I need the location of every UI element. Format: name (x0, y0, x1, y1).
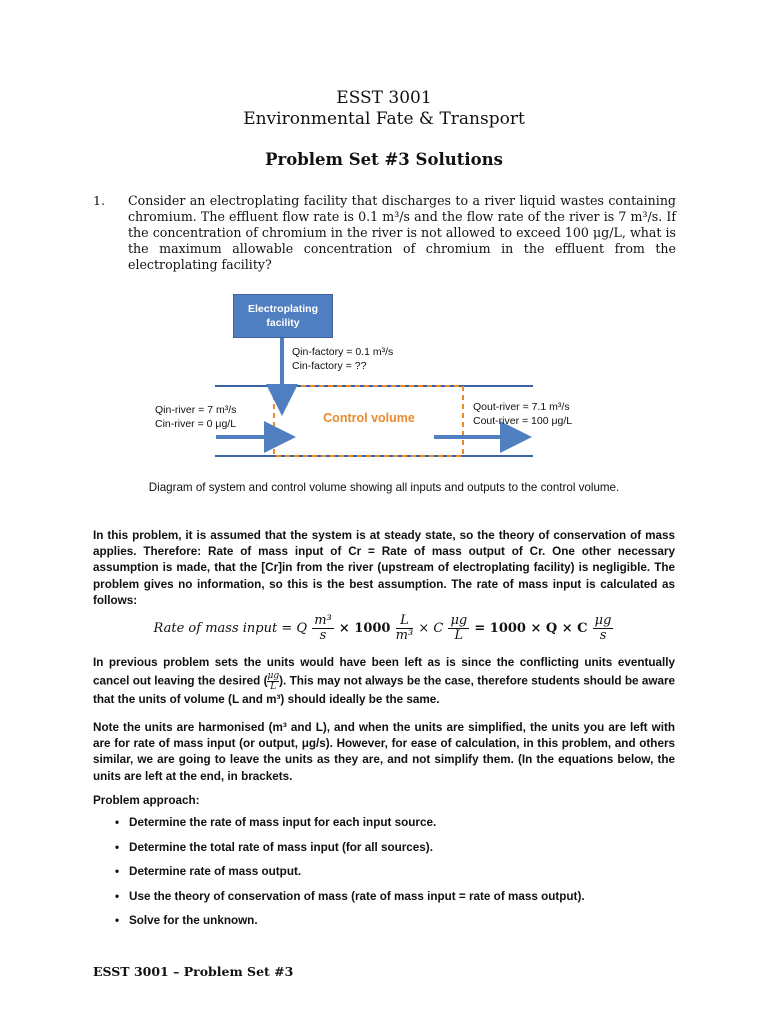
equation-times-1000: × 1000 (338, 621, 391, 636)
factory-conc-label: Cin-factory = ?? (292, 360, 367, 372)
list-item: • Solve for the unknown. (115, 913, 675, 938)
list-item: • Determine the rate of mass input for each input source. (115, 815, 675, 840)
page-title: Problem Set #3 Solutions (265, 150, 503, 169)
control-volume-label: Control volume (323, 411, 415, 425)
problem-approach-heading: Problem approach: (93, 794, 200, 807)
river-out-flow-label: Qout-river = 7.1 m³/s (473, 401, 570, 413)
equation-mid: = 1000 × Q × C (474, 621, 588, 636)
question-text: Consider an electroplating facility that discharges to a river liquid wastes containing chromium. The effluent flow rate is 0.1 m³/s and the flow rate of the river is 7 m³/s. If the concentration of chromium in the river is not allowed to exceed 100 μg/L, what is the maximum allowable concentration of chromium in the effluent from the electroplating facility? (128, 193, 676, 272)
list-item: • Determine the total rate of mass input (for all sources). (115, 840, 675, 865)
fraction-ug-per-l: $\frac{\mu g}{L}$ (450, 613, 468, 643)
approach-list (115, 815, 675, 938)
question-number: 1. (93, 193, 105, 208)
fraction-ug-per-s: $\frac{\mu g}{s}$ (594, 613, 612, 643)
desired-units-fraction: $\frac{\mu g}{L}$ (267, 671, 280, 693)
paragraph-units-end: . This may not always be the case, therefore students should be aware that the units of volume (L and m³) should ideally be the same. (93, 674, 675, 707)
mass-input-equation: Rate of mass input = Q $\frac{\text{m³}}{s}$ × 1000 $\frac{L}{\text{m³}}$ × C $\frac{\mu g}{L}$ = 1000 × Q × C $\frac{\mu g}{s}$ (153, 613, 612, 643)
river-in-conc-label: Cin-river = 0 μg/L (155, 418, 237, 430)
river-out-conc-label: Cout-river = 100 μg/L (473, 415, 573, 427)
diagram-caption: Diagram of system and control volume showing all inputs and outputs to the control volume. (148, 481, 620, 494)
equation-times-c: × C (418, 621, 444, 636)
paragraph-steady-state: In this problem, it is assumed that the system is at steady state, so the theory of conservation of mass applies. Therefore: Rate of mass input of Cr = Rate of mass output of Cr. One other necessary assumption is made, that the [Cr]in from the river (upstream of electroplating facility) is negligible. The problem gives no information, so this is the best assumption. The rate of mass input is calculated as follows: (93, 529, 675, 607)
facility-label: Electroplating facility (247, 303, 318, 329)
page-footer: ESST 3001 – Problem Set #3 (93, 964, 294, 979)
electroplating-facility-box (233, 294, 333, 338)
paragraph-units-start: In previous problem sets the units would have been left as is since the conflicting units eventually cancel out leaving the desired (93, 656, 675, 688)
fraction-m3-per-s: $\frac{\text{m³}}{s}$ (314, 613, 332, 643)
factory-flow-label: Qin-factory = 0.1 m³/s (292, 346, 394, 358)
river-in-flow-label: Qin-river = 7 m³/s (155, 404, 237, 416)
course-subtitle: Environmental Fate & Transport (243, 109, 525, 129)
list-item: • Use the theory of conservation of mass (rate of mass input = rate of mass output). (115, 889, 675, 914)
fraction-l-per-m3: $\frac{L}{\text{m³}}$ (395, 613, 414, 643)
paragraph-harmonised: Note the units are harmonised (m³ and L), and when the units are simplified, the units you are left with are for rate of mass input (or output, μg/s). However, for ease of calculation, in this problem, and others similar, we are going to leave the units as they are, and not simplify them. (In the equations below, the units are left at the end, in brackets. (93, 721, 675, 783)
equation-q: Q (296, 621, 308, 636)
equation-lhs: Rate of mass input (153, 621, 278, 636)
course-code: ESST 3001 (336, 88, 432, 108)
list-item: • Determine rate of mass output. (115, 864, 675, 889)
paragraph-units: In previous problem sets the units would have been left as is since the conflicting units eventually cancel out leaving the desired ( $\frac{\mu g}{L}$ ). This may not always be the case, therefore students should be aware that the units of volume (L and m³) should ideally be the same. (93, 656, 675, 707)
